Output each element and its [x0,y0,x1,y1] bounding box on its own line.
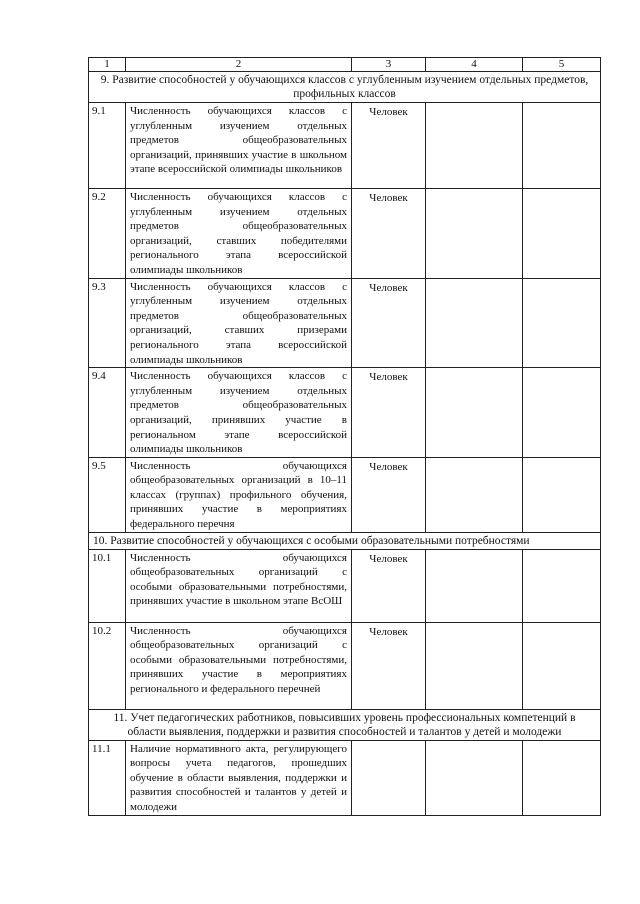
column-number: 5 [523,58,601,72]
row-unit: Человек [352,189,426,279]
row-value-cell [426,549,523,622]
column-number-row [89,58,601,72]
row-indicator: Численность обучающихся общеобразовательных организаций в 10–11 классах (группах) профильного обучения, принявших участие в мероприятиях федерального перечня [126,457,352,532]
row-indicator: Численность обучающихся общеобразовательных организаций с особыми образовательными потребностями, принявших участие в мероприятиях регионального и федерального перечней [126,622,352,709]
row-unit: Человек [352,549,426,622]
row-number: 9.3 [89,278,126,368]
row-number: 9.1 [89,103,126,189]
section-title: 10. Развитие способностей у обучающихся с особыми образовательными потребностями [89,532,601,549]
row-value-cell [426,103,523,189]
table-row [89,278,601,368]
table-row [89,622,601,709]
row-indicator: Численность обучающихся классов с углубленным изучением отдельных предметов общеобразовательных организаций, принявших участие в региональном этапе всероссийской олимпиады школьников [126,368,352,458]
column-number: 4 [426,58,523,72]
row-value-cell [523,457,601,532]
row-unit: Человек [352,368,426,458]
row-number: 9.2 [89,189,126,279]
row-indicator: Численность обучающихся общеобразовательных организаций с особыми образовательными потребностями, принявших участие в школьном этапе ВсОШ [126,549,352,622]
row-value-cell [523,189,601,279]
section-title: 11. Учет педагогических работников, повысивших уровень профессиональных компетенций в области выявления, поддержки и развития способностей и талантов у детей и молодежи [89,709,601,740]
row-indicator: Наличие нормативного акта, регулирующего вопросы учета педагогов, прошедших обучение в области выявления, поддержки и развития способностей и талантов у детей и молодежи [126,740,352,815]
row-value-cell [523,622,601,709]
row-unit: Человек [352,457,426,532]
row-value-cell [426,189,523,279]
table-row [89,740,601,815]
row-value-cell [426,368,523,458]
column-number: 2 [126,58,352,72]
row-unit [352,740,426,815]
row-number: 10.1 [89,549,126,622]
table-row [89,189,601,279]
section-row [89,709,601,740]
row-value-cell [523,368,601,458]
table-row [89,368,601,458]
row-unit: Человек [352,103,426,189]
row-value-cell [523,549,601,622]
row-value-cell [523,103,601,189]
table-row [89,103,601,189]
row-number: 10.2 [89,622,126,709]
table-row [89,549,601,622]
row-indicator: Численность обучающихся классов с углубленным изучением отдельных предметов общеобразовательных организаций, ставших призерами регионального этапа всероссийской олимпиады школьников [126,278,352,368]
column-number: 3 [352,58,426,72]
section-title: 9. Развитие способностей у обучающихся классов с углубленным изучением отдельных предметов, профильных классов [89,72,601,103]
row-value-cell [426,278,523,368]
section-row [89,72,601,103]
row-value-cell [523,278,601,368]
indicators-table [88,57,601,816]
row-value-cell [426,457,523,532]
row-number: 11.1 [89,740,126,815]
table-row [89,457,601,532]
row-value-cell [523,740,601,815]
row-indicator: Численность обучающихся классов с углубленным изучением отдельных предметов общеобразовательных организаций, принявших участие в школьном этапе всероссийской олимпиады школьников [126,103,352,189]
section-row [89,532,601,549]
row-unit: Человек [352,278,426,368]
row-indicator: Численность обучающихся классов с углубленным изучением отдельных предметов общеобразовательных организаций, ставших победителями регионального этапа всероссийской олимпиады школьников [126,189,352,279]
row-value-cell [426,622,523,709]
row-number: 9.5 [89,457,126,532]
row-number: 9.4 [89,368,126,458]
row-value-cell [426,740,523,815]
column-number: 1 [89,58,126,72]
row-unit: Человек [352,622,426,709]
